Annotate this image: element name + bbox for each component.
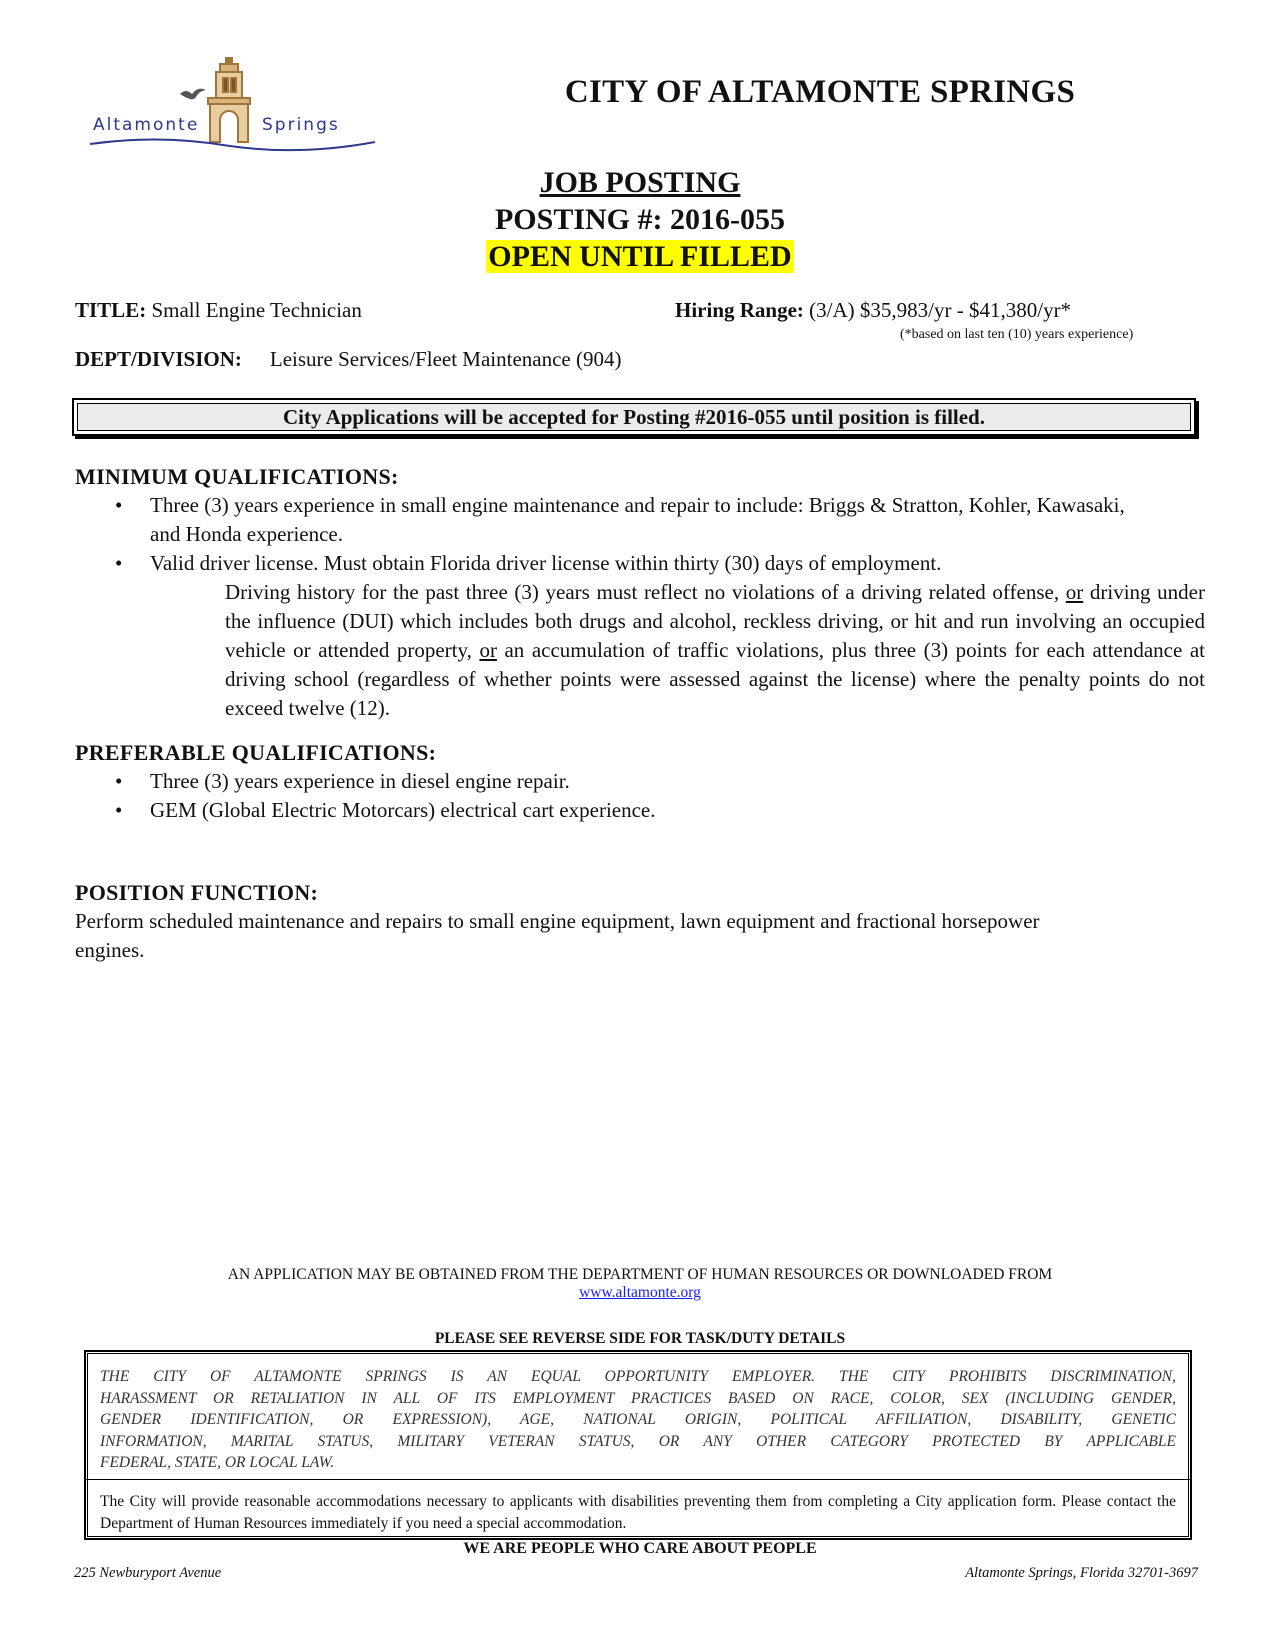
title-label: TITLE: (75, 298, 147, 322)
motto: WE ARE PEOPLE WHO CARE ABOUT PEOPLE (463, 1540, 817, 1557)
eeo-divider (86, 1479, 1190, 1480)
website-link[interactable]: www.altamonte.org (579, 1284, 701, 1301)
posting-number: POSTING #: 2016-055 (494, 203, 785, 236)
dept-value: Leisure Services/Fleet Maintenance (904) (269, 347, 622, 371)
position-function (75, 878, 1075, 965)
eeo-line: HARASSMENT OR RETALIATION IN ALL OF ITS EMPLOYMENT PRACTICES BASED ON RACE, COLOR, SEX (INCLUDING GENDER, (100, 1389, 1176, 1407)
list-item: • Three (3) years experience in small engine maintenance and repair to include: Briggs & Stratton, Kohler, Kawasaki, and Honda experience. (150, 491, 1150, 549)
eeo-line: THE CITY OF ALTAMONTE SPRINGS IS AN EQUAL OPPORTUNITY EMPLOYER. THE CITY PROHIBITS DISCRIMINATION, (100, 1368, 1176, 1385)
city-logo (88, 56, 378, 166)
hiring-range-row (675, 298, 1071, 323)
eeo-statement (100, 1366, 1176, 1474)
bird-icon (180, 89, 206, 100)
tower-icon (208, 58, 250, 142)
driving-or-2: or (479, 638, 497, 662)
dept-row (75, 347, 622, 372)
minimum-list (75, 491, 1205, 578)
city-address: Altamonte Springs, Florida 32701-3697 (965, 1565, 1198, 1581)
preferable-list (75, 767, 1205, 825)
posting-header (340, 164, 940, 275)
dept-label: DEPT/DIVISION: (75, 347, 242, 371)
street-address: 225 Newburyport Avenue (74, 1565, 222, 1581)
applications-banner (72, 398, 1196, 436)
driving-or-1: or (1065, 580, 1084, 604)
accommodation-statement: The City will provide reasonable accommodations necessary to applicants with disabilities preventing them from completing a City application form. Please contact the Department of Human Resources immediately if you need a special accommodation. (100, 1493, 1176, 1532)
city-logo-graphic (88, 56, 378, 166)
application-note (60, 1266, 1220, 1302)
minimum-qualifications (75, 462, 1205, 723)
hiring-note: (*based on last ten (10) years experience) (900, 327, 1134, 342)
driving-text-2: driving under the influence (DUI) which includes both drugs and alcohol, reckless driving, or hit and run involving an occupied vehicle or attended property, (225, 580, 1205, 662)
banner-text: City Applications will be accepted for Posting #2016-055 until position is filled. (283, 404, 985, 429)
minimum-heading: MINIMUM QUALIFICATIONS: (75, 464, 399, 489)
function-heading: POSITION FUNCTION: (75, 880, 319, 905)
hiring-label: Hiring Range: (675, 298, 804, 322)
city-name: CITY OF ALTAMONTE SPRINGS (564, 74, 1076, 110)
title-value: Small Engine Technician (151, 298, 362, 322)
posting-status: OPEN UNTIL FILLED (488, 240, 792, 273)
driving-text-3: an accumulation of traffic violations, plus three (3) points for each attendance at driving school (regardless of whether points were assessed against the license) where the penalty points do not exceed twelve (12). (225, 638, 1205, 720)
preferable-heading: PREFERABLE QUALIFICATIONS: (75, 740, 437, 765)
function-text: Perform scheduled maintenance and repairs to small engine equipment, lawn equipment and fractional horsepower engines. (75, 909, 1040, 962)
application-text: AN APPLICATION MAY BE OBTAINED FROM THE DEPARTMENT OF HUMAN RESOURCES OR DOWNLOADED FROM (227, 1266, 1053, 1283)
reverse-side-note: PLEASE SEE REVERSE SIDE FOR TASK/DUTY DETAILS (434, 1330, 846, 1347)
logo-swoosh (90, 139, 375, 150)
eeo-line: FEDERAL, STATE, OR LOCAL LAW. (100, 1454, 335, 1471)
list-item: • Valid driver license. Must obtain Florida driver license within thirty (30) days of employment. (150, 549, 1205, 578)
title-row (75, 298, 362, 323)
eeo-line: GENDER IDENTIFICATION, OR EXPRESSION), AGE, NATIONAL ORIGIN, POLITICAL AFFILIATION, DISABILITY, GENETIC (100, 1411, 1176, 1428)
logo-text-right: Springs (262, 115, 340, 135)
driving-history-paragraph (225, 578, 1205, 723)
eeo-box (84, 1350, 1192, 1540)
job-posting-heading: JOB POSTING (539, 166, 741, 199)
eeo-line: INFORMATION, MARITAL STATUS, MILITARY VETERAN STATUS, OR ANY OTHER CATEGORY PROTECTED BY APPLICABLE (100, 1432, 1176, 1450)
list-item: • GEM (Global Electric Motorcars) electrical cart experience. (150, 796, 1205, 825)
hiring-value: (3/A) $35,983/yr - $41,380/yr* (809, 298, 1072, 322)
logo-text-left: Altamonte (93, 115, 200, 135)
driving-text-1: Driving history for the past three (3) years must reflect no violations of a driving related offense, (225, 580, 1060, 604)
list-item: • Three (3) years experience in diesel engine repair. (150, 767, 1205, 796)
preferable-qualifications (75, 738, 1205, 825)
